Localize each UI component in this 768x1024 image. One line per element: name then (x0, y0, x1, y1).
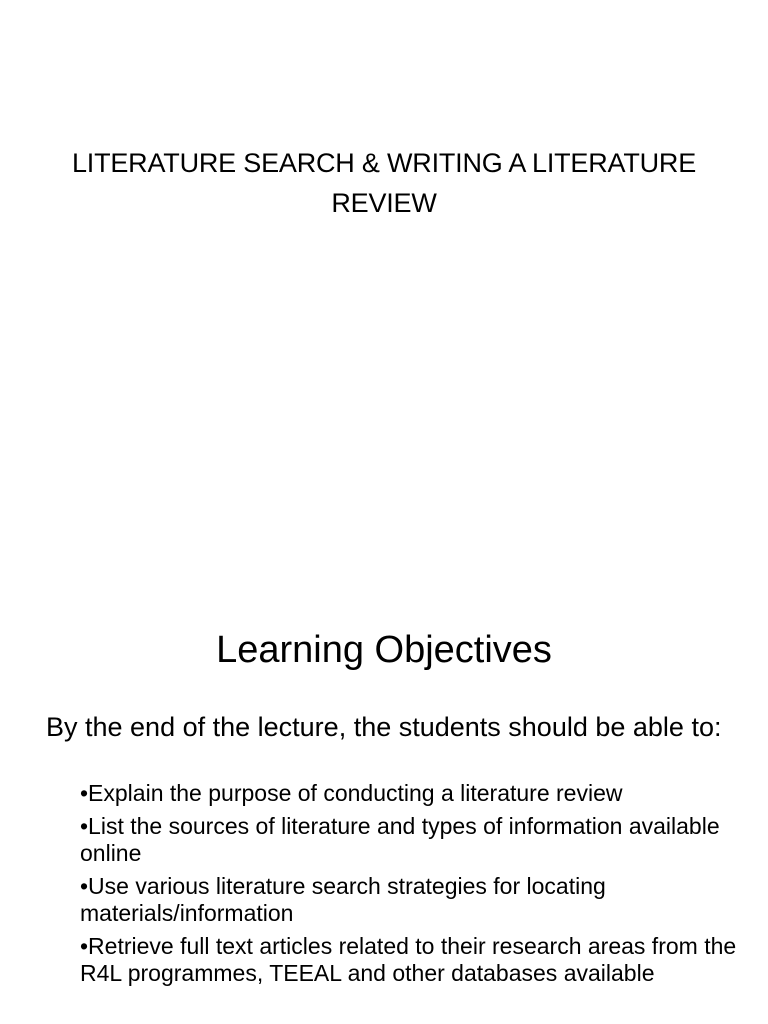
objective-item: •Use various literature search strategies for locating materials/information (80, 873, 606, 926)
objective-item: •Explain the purpose of conducting a literature review (80, 780, 623, 806)
intro-text: By the end of the lecture, the students should be able to: (46, 712, 722, 742)
objective-item: •List the sources of literature and types of information available online (80, 813, 720, 866)
objectives-list (80, 780, 740, 993)
slide-title: LITERATURE SEARCH & WRITING A LITERATURE REVIEW (71, 148, 697, 218)
objective-item: •Retrieve full text articles related to their research areas from the R4L programmes, TEEAL and other databases available (80, 933, 737, 986)
section-heading: Learning Objectives (216, 629, 552, 671)
